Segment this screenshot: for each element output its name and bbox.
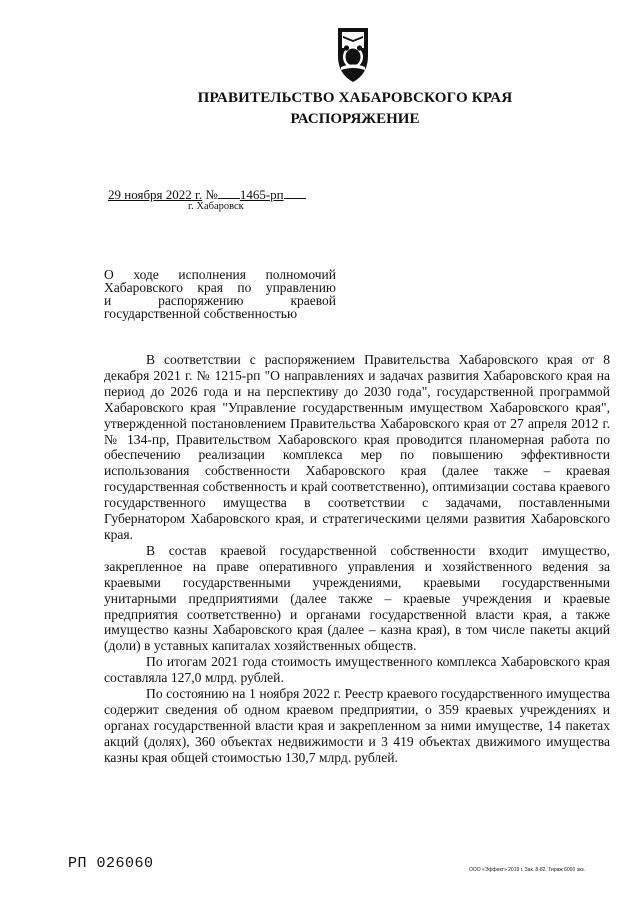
body-paragraph: По итогам 2021 года стоимость имущественного комплекса Хабаровского края составляла 127,0 млрд. рублей.: [104, 654, 610, 686]
document-type-title: РАСПОРЯЖЕНИЕ: [290, 111, 420, 127]
printer-info: ООО «Эффект» 2019 г. Зак. 8-82. Тираж 6000 экз.: [469, 867, 586, 873]
form-serial-code: РП 026060: [68, 855, 154, 872]
body-paragraph: По состоянию на 1 ноября 2022 г. Реестр краевого государственного имущества содержит сведения об одном краевом предприятии, о 359 краевых учреждениях и органах государственной власти края и закрепленном за ними имуществе, 14 пакетах акций (долях), 360 объектах недвижимости и 3 419 объектах движимого имущества казны края общей стоимостью 130,7 млрд. рублей.: [104, 686, 610, 765]
coat-of-arms-icon: [330, 26, 376, 84]
body-paragraph: В состав краевой государственной собственности входит имущество, закрепленное на праве оперативного управления и хозяйственного ведения за краевыми государственными учреждениями, краевыми государственными унитарными предприятиями (далее также – краевые учреждения и краевые предприятия соответственно) и органами государственной власти края, а также имущество казны Хабаровского края (далее – казна края), в том числе пакеты акций (доли) в уставных капиталах хозяйственных обществ.: [104, 542, 610, 654]
subject-line: О ходе исполнения полномочий: [104, 267, 336, 282]
document-body: [104, 352, 610, 766]
city-label: г. Хабаровск: [188, 201, 244, 212]
subject-block: [104, 268, 336, 320]
subject-line: и распоряжению краевой: [104, 293, 336, 308]
document-number: 1465-рп: [239, 187, 284, 202]
subject-line: государственной собственностью: [104, 306, 298, 321]
document-date: 29 ноября 2022 г.: [108, 187, 203, 202]
number-sign: №: [205, 187, 218, 202]
body-paragraph: В соответствии с распоряжением Правительства Хабаровского края от 8 декабря 2021 г. № 1215-рп "О направлениях и задачах развития Хабаровского края на период до 2026 года и на перспективу до 2030 года", государственной программой Хабаровского края "Управление государственным имуществом Хабаровского края", утвержденной постановлением Правительства Хабаровского края от 27 апреля 2012 г. № 134-пр, Правительством Хабаровского края проводится планомерная работа по обеспечению реализации комплекса мер по повышению эффективности использования собственности Хабаровского края (далее также – краевая государственная собственность и край соответственно), оптимизации состава краевого государственного имущества в соответствии с задачами, поставленными Губернатором Хабаровского края, и стратегическими целями развития Хабаровского края.: [104, 352, 610, 542]
organization-title: ПРАВИТЕЛЬСТВО ХАБАРОВСКОГО КРАЯ: [197, 90, 513, 106]
subject-line: Хабаровского края по управлению: [104, 280, 336, 295]
